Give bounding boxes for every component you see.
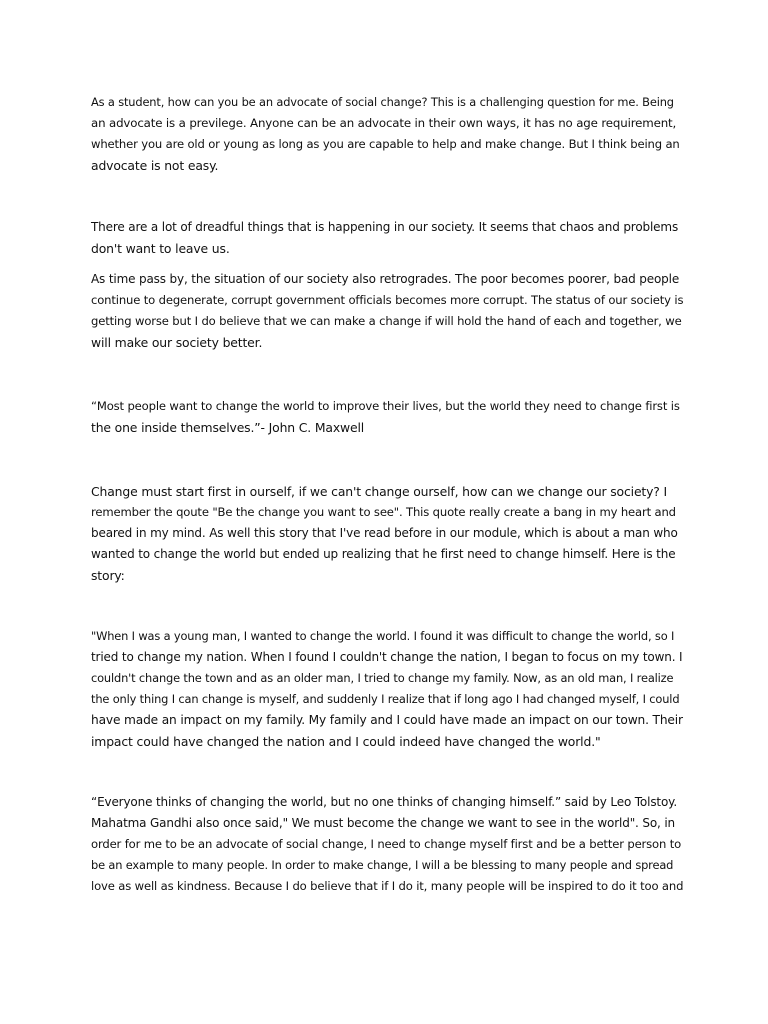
- text-line: getting worse but I do believe that we can make a change if will hold the hand of each and together, we: [91, 314, 682, 328]
- text-line: couldn't change the town and as an older man, I tried to change my family. Now, as an old man, I realize: [91, 671, 674, 685]
- text-line: story:: [91, 568, 125, 583]
- text-line: As a student, how can you be an advocate of social change? This is a challenging question for me. Being: [91, 95, 674, 109]
- text-line: the only thing I can change is myself, and suddenly I realize that if long ago I had changed myself, I could: [91, 692, 680, 706]
- text-line: have made an impact on my family. My family and I could have made an impact on our town. Their: [91, 713, 683, 727]
- paragraph-3: [91, 269, 683, 353]
- text-line: advocate is not easy.: [91, 158, 219, 173]
- text-line: an advocate is a previlege. Anyone can be an advocate in their own ways, it has no age requirement,: [91, 116, 677, 130]
- text-line: wanted to change the world but ended up realizing that he first need to change himself. Here is the: [91, 547, 676, 561]
- text-line: "When I was a young man, I wanted to change the world. I found it was difficult to change the world, so I: [91, 629, 675, 643]
- paragraph-5: [91, 481, 683, 586]
- paragraph-7: [91, 792, 683, 897]
- text-line: beared in my mind. As well this story that I've read before in our module, which is about a man who: [91, 526, 678, 540]
- text-line: impact could have changed the nation and I could indeed have changed the world.": [91, 734, 601, 749]
- text-line: the one inside themselves.”- John C. Maxwell: [91, 420, 365, 435]
- paragraph-2: [91, 217, 683, 259]
- text-line: will make our society better.: [91, 335, 263, 350]
- text-line: “Everyone thinks of changing the world, but no one thinks of changing himself.” said by Leo Tolstoy.: [91, 795, 678, 809]
- text-line: There are a lot of dreadful things that is happening in our society. It seems that chaos and problems: [91, 220, 679, 234]
- text-line: remember the qoute "Be the change you want to see". This quote really create a bang in my heart and: [91, 505, 676, 519]
- paragraph-6-story: [91, 626, 683, 752]
- text-line: Change must start first in ourself, if we can't change ourself, how can we change our society? I: [91, 484, 668, 499]
- text-line: love as well as kindness. Because I do believe that if I do it, many people will be inspired to do it too and: [91, 879, 684, 893]
- text-line: continue to degenerate, corrupt government officials becomes more corrupt. The status of our society is: [91, 293, 684, 307]
- text-line: As time pass by, the situation of our society also retrogrades. The poor becomes poorer, bad people: [91, 272, 680, 286]
- text-line: Mahatma Gandhi also once said," We must become the change we want to see in the world". So, in: [91, 816, 676, 830]
- text-line: don't want to leave us.: [91, 241, 230, 256]
- paragraph-1: [91, 92, 683, 176]
- text-line: tried to change my nation. When I found I couldn't change the nation, I began to focus on my town. I: [91, 650, 683, 664]
- text-line: be an example to many people. In order to make change, I will a be blessing to many people and spread: [91, 858, 674, 872]
- text-line: whether you are old or young as long as you are capable to help and make change. But I think being an: [91, 137, 680, 151]
- text-line: order for me to be an advocate of social change, I need to change myself first and be a better person to: [91, 837, 682, 851]
- text-line: “Most people want to change the world to improve their lives, but the world they need to change first is: [91, 399, 680, 413]
- paragraph-4-quote: [91, 396, 683, 438]
